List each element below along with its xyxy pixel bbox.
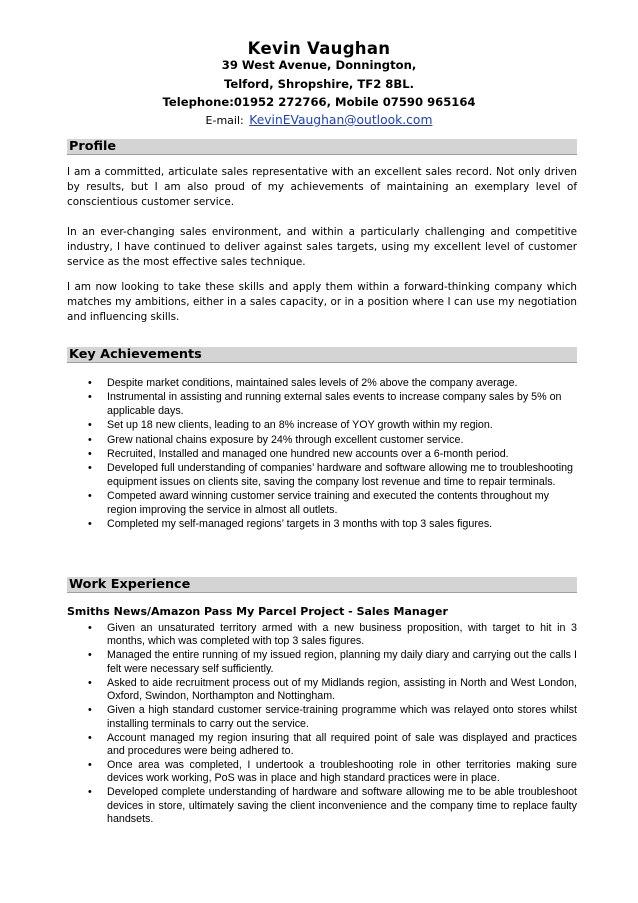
profile-heading-text: Profile [69,139,117,154]
list-item [67,391,577,418]
achievements-heading-text: Key Achievements [69,347,202,362]
bullet-icon: • [88,622,92,634]
list-item-text: Once area was completed, I undertook a troubleshooting role in other territories making sure devices work working, PoS was in place and high standard practices were in place. [107,759,577,785]
list-item-text: Despite market conditions, maintained sales levels of 2% above the company average. [107,377,518,389]
email-link[interactable]: KevinEVaughan@outlook.com [249,113,433,127]
work-experience-list [67,622,577,827]
bullet-icon: • [88,391,92,404]
email-label: E-mail: [205,114,244,127]
list-item [67,649,577,676]
list-item [67,704,577,731]
bullet-icon: • [88,704,92,717]
list-item [67,490,577,517]
list-item-text: Instrumental in assisting and running external sales events to increase company sales by 5% on applicable days. [107,391,562,417]
profile-paragraph-1: I am a committed, articulate sales representative with an excellent sales record. Not only driven by results, but I am also proud of my achievements of maintaining an exemplary level of conscientious customer service. [67,166,577,208]
bullet-icon: • [88,759,92,772]
list-item-text: Developed complete understanding of hardware and software allowing me to be able troubleshoot devices in store, ultimately saving the client inconvenience and the company time to replace faulty handsets. [107,786,577,826]
list-item [67,377,577,390]
list-item-text: Given an unsaturated territory armed with a new business proposition, with target to hit in 3 months, which was completed with top 3 sales figures. [107,622,577,648]
list-item [67,448,577,461]
bullet-icon: • [88,649,92,662]
email-line [0,113,638,128]
bullet-icon: • [88,448,92,461]
list-item-text: Account managed my region insuring that all required point of sale was displayed and practices and procedures were being adhered to. [107,731,577,758]
list-item-text: Set up 18 new clients, leading to an 8% increase of YOY growth within my region. [107,419,493,432]
list-item-text: Given a high standard customer service-training programme which was relayed onto stores whilst installing terminals to carry out the service. [107,704,577,730]
job-title: Smiths News/Amazon Pass My Parcel Project - Sales Manager [67,605,448,618]
list-item-text: Developed full understanding of companies’ hardware and software allowing me to troubleshooting equipment issues on clients site, saving the company lost revenue and time to repair terminals. [107,462,573,488]
list-item-text: Competed award winning customer service training and executed the contents throughout my region improving the service in almost all outlets. [107,490,549,516]
profile-heading [67,139,577,155]
list-item [67,462,577,489]
list-item [67,434,577,447]
list-item-text: Grew national chains exposure by 24% through excellent customer service. [107,433,464,446]
list-item [67,677,577,704]
bullet-icon: • [88,731,92,744]
list-item [67,622,577,649]
list-item [67,518,577,531]
achievements-heading [67,347,577,363]
candidate-name: Kevin Vaughan [247,39,391,58]
list-item-text: Completed my self-managed regions’ targets in 3 months with top 3 sales figures. [107,518,493,531]
work-experience-heading-text: Work Experience [69,577,191,592]
bullet-icon: • [88,676,92,689]
list-item-text: Recruited, Installed and managed one hundred new accounts over a 6-month period. [107,448,509,461]
achievements-list [67,377,577,532]
profile-paragraph-3: I am now looking to take these skills and apply them within a forward-thinking company which matches my ambitions, either in a sales capacity, or in a position where I can use my negotiation and influencing skills. [67,281,577,323]
bullet-icon: • [88,419,92,432]
work-experience-heading [67,577,577,593]
bullet-icon: • [88,518,92,531]
bullet-icon: • [88,433,92,446]
list-item [67,732,577,759]
list-item-text: Asked to aide recruitment process out of my Midlands region, assisting in North and West London, Oxford, Swindon, Northampton and Nottingham. [107,676,577,703]
bullet-icon: • [88,377,92,389]
address-line-1: 39 West Avenue, Donnington, [221,58,417,72]
list-item [67,759,577,786]
profile-paragraph-2: In an ever-changing sales environment, and within a particularly challenging and competitive industry, I have continued to deliver against sales targets, using my excellent level of customer service as the most effective sales technique. [67,226,577,268]
bullet-icon: • [88,786,92,799]
list-item [67,419,577,432]
bullet-icon: • [88,490,92,503]
bullet-icon: • [88,462,92,475]
phone-line: Telephone:01952 272766, Mobile 07590 965164 [162,95,476,109]
address-line-2: Telford, Shropshire, TF2 8BL. [223,77,415,91]
list-item-text: Managed the entire running of my issued region, planning my daily diary and carrying out the calls I felt were necessary self sufficiently. [107,649,577,675]
list-item [67,786,577,826]
